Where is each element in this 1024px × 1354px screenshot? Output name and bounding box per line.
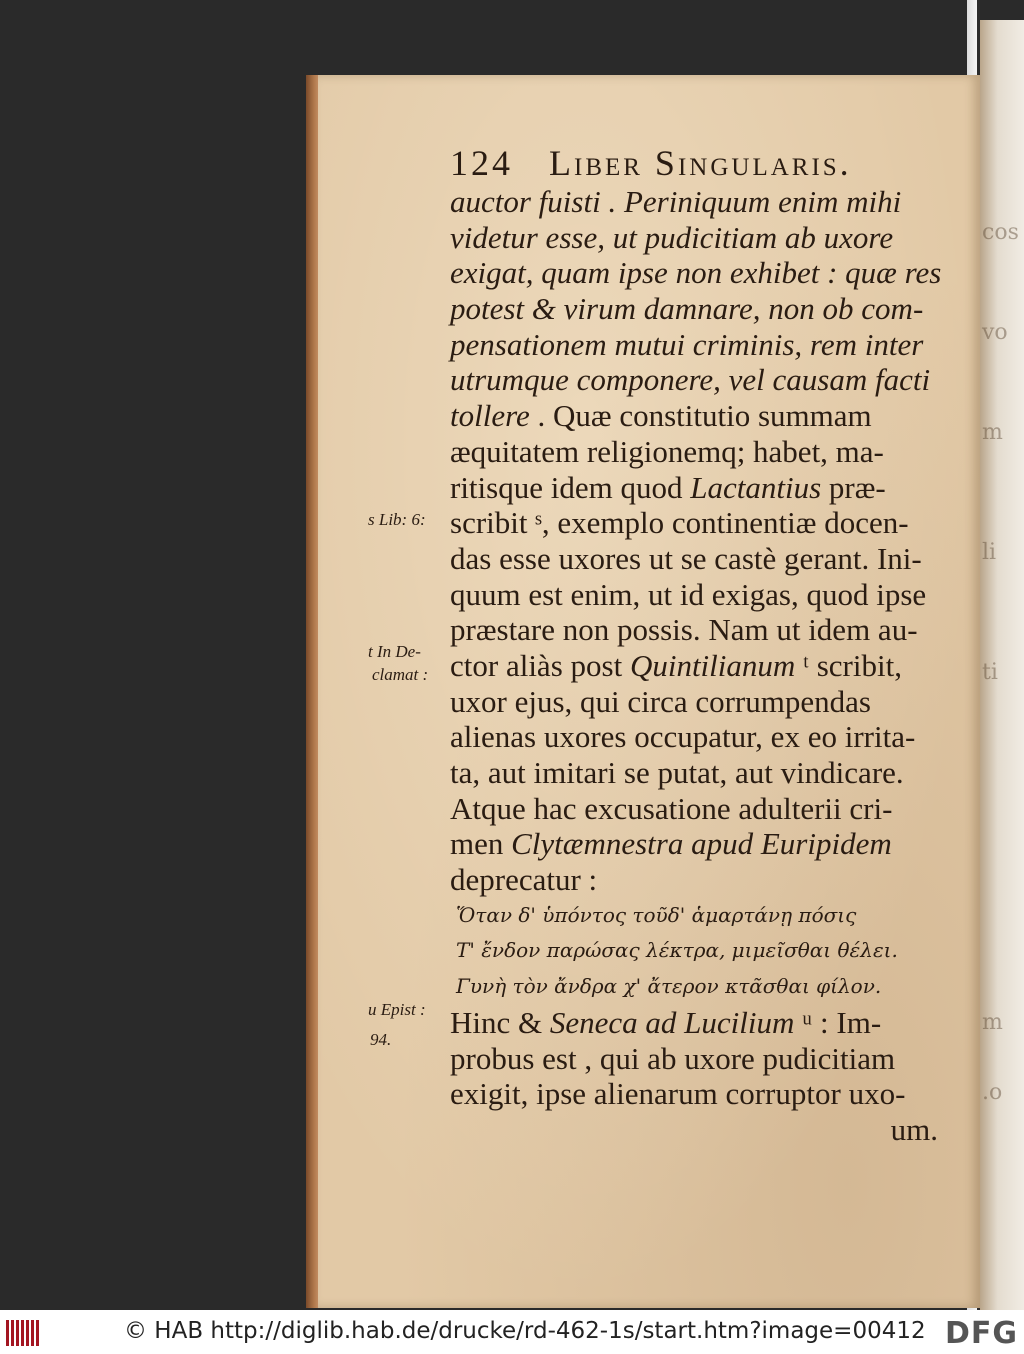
text-line: ctor aliàs post Quintilianum ᵗ scribit, (450, 647, 902, 683)
text-line: tollere . Quæ constitutio summam (450, 398, 872, 434)
marginal-note: 94. (370, 1030, 392, 1049)
footer-bar (0, 1310, 1024, 1354)
footer-credit-link[interactable]: © HAB http://diglib.hab.de/drucke/rd-462-1s/start.htm?image=00412 (124, 1318, 926, 1344)
text-line: Hinc & Seneca ad Lucilium ᵘ : Im- (450, 1004, 882, 1040)
text-line: das esse uxores ut se castè gerant. Ini- (450, 540, 922, 576)
page-header (450, 142, 852, 184)
page-number: 124 (450, 143, 513, 183)
marginal-note: s Lib: 6: (368, 510, 426, 529)
marginal-note: u Epist : (368, 1000, 426, 1019)
marginal-note: clamat : (372, 665, 429, 684)
text-line: æquitatem religionemq; habet, ma- (450, 433, 884, 469)
dfg-logo: DFG (944, 1316, 1018, 1351)
text-line: præstare non possis. Nam ut idem au- (450, 612, 918, 648)
text-line: uxor ejus, qui circa corrumpendas (450, 683, 871, 719)
running-title: Liber Singularis. (549, 143, 852, 183)
text-line: men Clytæmnestra apud Euripidem (450, 826, 892, 862)
text-line: ritisque idem quod Lactantius præ- (450, 469, 886, 505)
text-line: probus est , qui ab uxore pudicitiam (450, 1040, 896, 1076)
text-line: utrumque componere, vel causam facti (450, 362, 931, 398)
text-line: ta, aut imitari se putat, aut vindicare. (450, 755, 904, 790)
text-line: scribit ˢ, exemplo continentiæ docen- (450, 505, 909, 541)
body-text (450, 184, 950, 1148)
text-line: potest & virum damnare, non ob com- (450, 291, 924, 327)
text-line: Τ' ἔνδον παρώσας λέκτρα, μιμεῖσθαι θέλει. (456, 938, 898, 963)
text-line: auctor fuisti . Periniquum enim mihi (450, 184, 902, 219)
marginal-note: t In De- (368, 642, 421, 661)
text-line: Ὅταν δ' ὑπόντος τοῦδ' ἁμαρτάνῃ πόσις (456, 902, 857, 927)
text-line: Γυνὴ τὸν ἄνδρα χ' ἄτερον κτᾶσθαι φίλον. (456, 974, 882, 999)
text-line: quum est enim, ut id exigas, quod ipse (450, 576, 927, 612)
next-page-edge: cos vo m li ti m .o (980, 20, 1024, 1310)
text-line: exigit, ipse alienarum corruptor uxo- (450, 1076, 906, 1112)
text-line: alienas uxores occupatur, ex eo irrita- (450, 719, 916, 755)
text-line: pensationem mutui criminis, rem inter (450, 326, 924, 362)
text-line: exigat, quam ipse non exhibet : quæ res (450, 255, 942, 291)
text-line: um. (890, 1111, 938, 1147)
text-line: deprecatur : (450, 862, 598, 898)
hab-barcode-logo-icon (6, 1320, 46, 1346)
text-line: Atque hac excusatione adulterii cri- (450, 790, 893, 826)
text-line: videtur esse, ut pudicitiam ab uxore (450, 219, 894, 255)
